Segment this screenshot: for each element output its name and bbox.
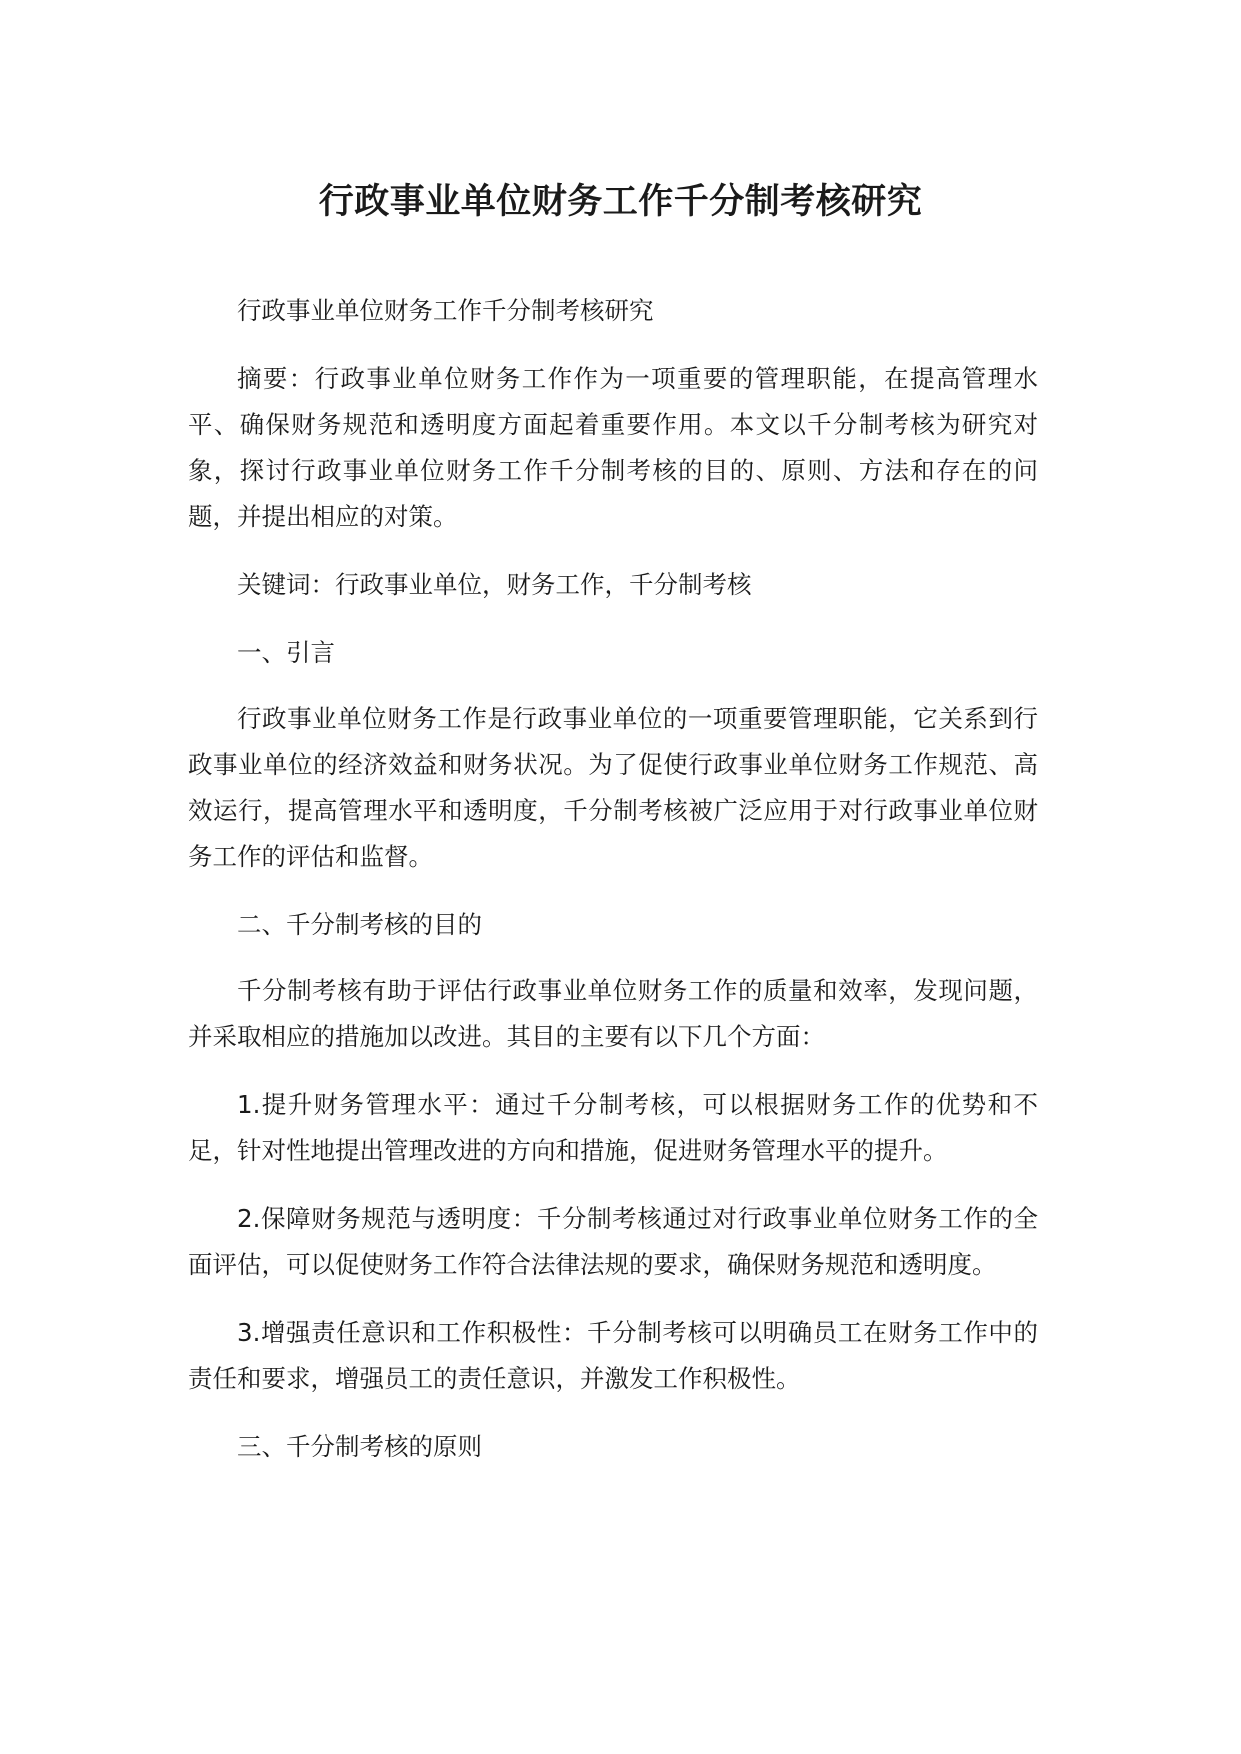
section-heading-principles: 三、千分制考核的原则 <box>237 1432 482 1461</box>
keywords-paragraph: 关键词：行政事业单位，财务工作，千分制考核 <box>237 570 752 599</box>
document-title: 行政事业单位财务工作千分制考核研究 <box>318 182 923 222</box>
purpose-item-1: 1.提升财务管理水平：通过千分制考核，可以根据财务工作的优势和不足，针对性地提出管理改进的方向和措施，促进财务管理水平的提升。 <box>188 1090 1038 1165</box>
purpose-item-2: 2.保障财务规范与透明度：千分制考核通过对行政事业单位财务工作的全面评估，可以促使财务工作符合法律法规的要求，确保财务规范和透明度。 <box>188 1204 1038 1279</box>
purpose-item-3: 3.增强责任意识和工作积极性：千分制考核可以明确员工在财务工作中的责任和要求，增强员工的责任意识，并激发工作积极性。 <box>188 1318 1038 1393</box>
introduction-paragraph: 行政事业单位财务工作是行政事业单位的一项重要管理职能，它关系到行政事业单位的经济效益和财务状况。为了促使行政事业单位财务工作规范、高效运行，提高管理水平和透明度，千分制考核被广泛应用于对行政事业单位财务工作的评估和监督。 <box>188 704 1038 871</box>
document-body <box>188 288 1038 1490</box>
section-heading-introduction: 一、引言 <box>237 638 335 667</box>
purpose-paragraph: 千分制考核有助于评估行政事业单位财务工作的质量和效率，发现问题，并采取相应的措施加以改进。其目的主要有以下几个方面： <box>188 976 1038 1051</box>
section-heading-purpose: 二、千分制考核的目的 <box>237 910 482 939</box>
abstract-paragraph: 摘要：行政事业单位财务工作作为一项重要的管理职能，在提高管理水平、确保财务规范和透明度方面起着重要作用。本文以千分制考核为研究对象，探讨行政事业单位财务工作千分制考核的目的、原则、方法和存在的问题，并提出相应的对策。 <box>188 364 1038 531</box>
subtitle-paragraph: 行政事业单位财务工作千分制考核研究 <box>237 296 654 325</box>
